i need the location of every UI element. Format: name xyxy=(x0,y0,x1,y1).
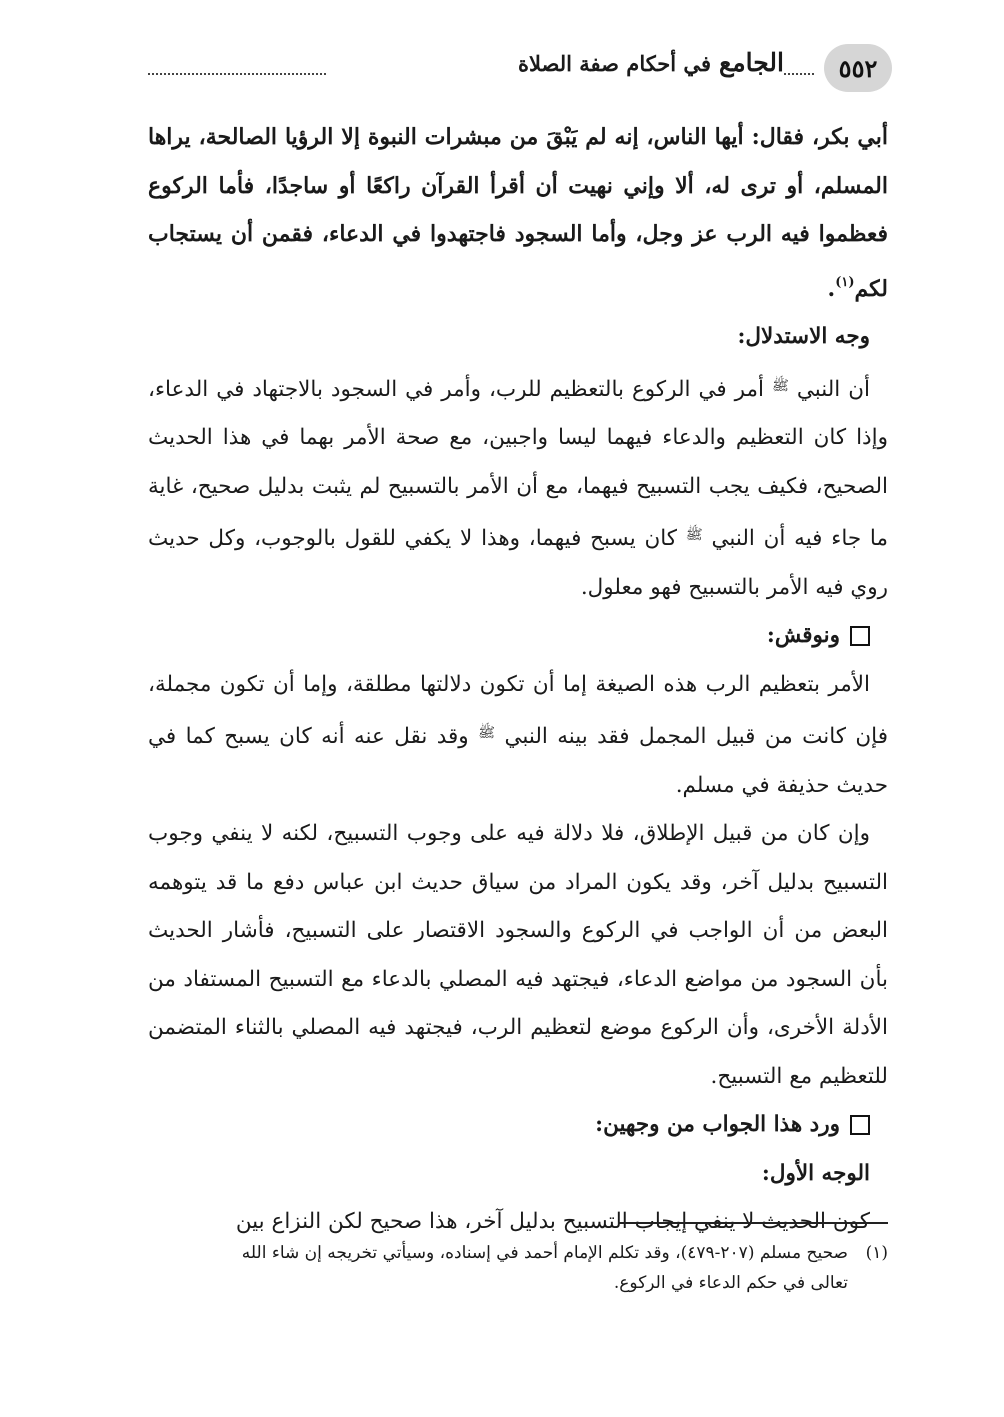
evidence-paragraph xyxy=(148,362,888,613)
footnote-1 xyxy=(148,1238,888,1268)
checkbox-square-icon xyxy=(850,626,870,646)
page-body xyxy=(148,113,888,1247)
pbuh-glyph: ﷺ xyxy=(685,527,703,543)
running-header xyxy=(148,40,892,100)
footnote-reference: (١) xyxy=(835,274,855,290)
page-number-badge xyxy=(824,44,892,92)
discussion-text-2: وقد نقل عنه أنه كان يسبح كما في حديث حذيفة في مسلم. xyxy=(148,724,888,798)
checkbox-square-icon xyxy=(850,1115,870,1135)
footnote-1-continued: تعالى في حكم الدعاء في الركوع. xyxy=(613,1273,848,1293)
section-heading-reply xyxy=(148,1101,870,1150)
discussion-text-1: الأمر بتعظيم الرب هذه الصيغة إما أن تكون دلالتها مطلقة، وإما أن تكون مجملة، فإن كانت من قبيل المجمل فقد بينه النبي xyxy=(148,671,889,749)
header-dotted-leader-left xyxy=(148,73,326,75)
subheading-first-aspect: الوجه الأول: xyxy=(761,1160,870,1186)
pbuh-glyph: ﷺ xyxy=(478,725,496,741)
reply-heading-text: ورد هذا الجواب من وجهين: xyxy=(595,1112,840,1137)
hadith-end: . xyxy=(827,275,836,302)
evidence-text-1: أن النبي xyxy=(796,376,870,402)
book-title-main: الجامع xyxy=(718,48,784,77)
book-title xyxy=(518,48,784,77)
discussion-heading-text: ونوقش: xyxy=(766,623,840,648)
evidence-text-3: كان يسبح فيهما، وهذا لا يكفي للقول بالوجوب، وكل حديث روي فيه الأمر بالتسبيح فهو معلول. xyxy=(148,526,888,600)
book-title-subtitle: في أحكام صفة الصلاة xyxy=(518,51,711,76)
hadith-quote xyxy=(148,113,888,313)
discussion-paragraph-1 xyxy=(148,661,888,811)
section-heading-discussion xyxy=(148,612,870,661)
discussion-paragraph-2: وإن كان من قبيل الإطلاق، فلا دلالة فيه على وجوب التسبيح، لكنه لا ينفي وجوب التسبيح بدليل آخر، وقد يكون المراد من سياق حديث ابن عباس دفع ما قد يتوهمه البعض من أن الواجب في الركوع والسجود الاقتصار على التسبيح، فأشار الحديث بأن السجود من مواضع الدعاء، فيجتهد فيه المصلي بالدعاء مع التسبيح المستفاد من الأدلة الأخرى، وأن الركوع موضع لتعظيم الرب، فيجتهد فيه المصلي بالثناء المتضمن للتعظيم مع التسبيح. xyxy=(148,821,888,1089)
first-aspect-paragraph: كون الحديث لا ينفي إيجاب التسبيح بدليل آخر، هذا صحيح لكن النزاع بين xyxy=(235,1209,870,1234)
hadith-text: أبي بكر، فقال: أيها الناس، إنه لم يَبْقَ من مبشرات النبوة إلا الرؤيا الصالحة، يراها المسلم، أو ترى له، ألا وإني نهيت أن أقرأ القرآن راكعًا أو ساجدًا، فأما الركوع فعظموا فيه الرب عز وجل، وأما السجود فاجتهدوا في الدعاء، فقمن أن يستجاب لكم xyxy=(148,124,888,302)
evidence-text-2: أمر في الركوع بالتعظيم للرب، وأمر في السجود بالاجتهاد في الدعاء، وإذا كان التعظيم والدعاء فيهما ليسا واجبين، مع صحة الأمر بهما في هذا الحديث الصحيح، فكيف يجب التسبيح فيهما، مع أن الأمر بالتسبيح لم يثبت بدليل صحيح، غاية ما جاء فيه أن النبي xyxy=(148,376,888,551)
footnote-text: صحيح مسلم (٢٠٧-٤٧٩)، وقد تكلم الإمام أحمد في إسناده، وسيأتي تخريجه إن شاء الله xyxy=(241,1243,848,1263)
section-heading-evidence: وجه الاستدلال: xyxy=(737,324,870,349)
pbuh-glyph: ﷺ xyxy=(771,377,789,394)
footnotes xyxy=(148,1238,888,1298)
page-number: ٥٥٢ xyxy=(838,53,878,83)
header-dotted-leader-right xyxy=(784,73,814,75)
footnote-separator xyxy=(618,1222,888,1224)
footnote-number: (١) xyxy=(865,1243,888,1263)
